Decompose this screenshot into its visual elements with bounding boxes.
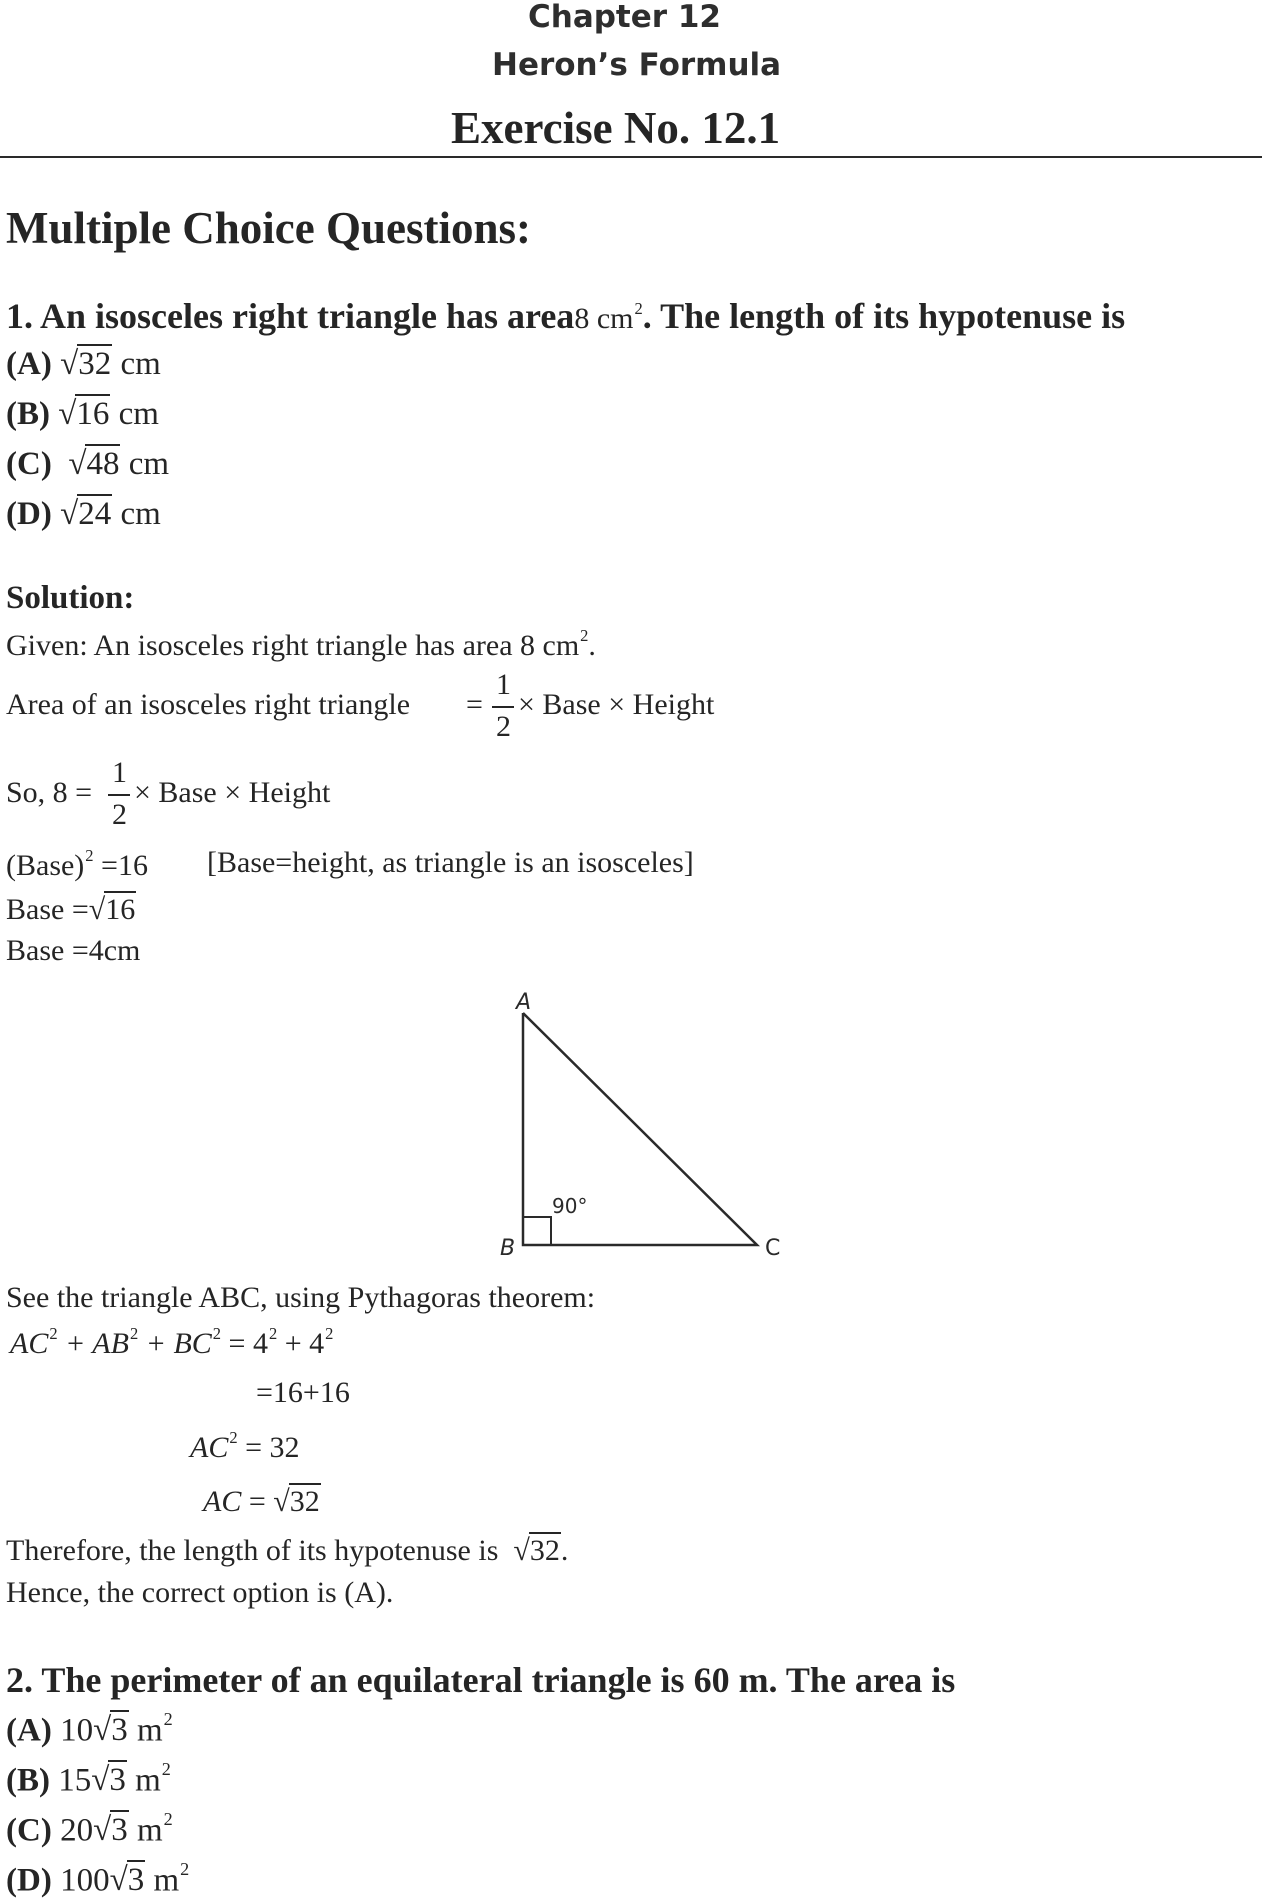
- area-formula-eq: =: [466, 688, 483, 721]
- base-value: Base =4cm: [6, 934, 141, 967]
- fraction-denominator: 2: [112, 798, 127, 831]
- sqrt-symbol: √32: [513, 1534, 560, 1567]
- section-title: Multiple Choice Questions:: [6, 203, 531, 253]
- fraction-denominator: 2: [496, 710, 511, 743]
- equation-3: $AC^2 = 32$: [190, 1428, 300, 1465]
- sqrt-symbol: √32: [273, 1485, 320, 1518]
- q2-option-d[interactable]: (D) 100√3 $m^2$: [6, 1859, 190, 1898]
- q1-option-d[interactable]: (D) √24 cm: [6, 496, 161, 532]
- conclusion: Hence, the correct option is (A).: [6, 1576, 394, 1609]
- q2-option-a[interactable]: (A) 10√3 $m^2$: [6, 1709, 173, 1749]
- sqrt-symbol: √48: [68, 446, 120, 482]
- area-formula-rhs: × Base × Height: [518, 688, 715, 721]
- fraction-bar: [492, 706, 514, 708]
- base-note: [Base=height, as triangle is an isosceles]: [207, 846, 694, 879]
- exercise-title: Exercise No. 12.1: [451, 103, 781, 153]
- question-1-text-end: . The length of its hypotenuse is: [642, 296, 1126, 336]
- base-sqrt: Base =√16: [6, 893, 136, 926]
- pythagoras-intro: See the triangle ABC, using Pythagoras theorem:: [6, 1281, 596, 1314]
- sqrt-symbol: √24: [60, 496, 112, 532]
- chapter-subject: Heron’s Formula: [492, 47, 782, 83]
- sqrt-symbol: √3: [109, 1862, 145, 1898]
- so-rhs: × Base × Height: [134, 776, 331, 809]
- question-1-text: 1. An isosceles right triangle has area: [6, 296, 575, 336]
- angle-label: 90°: [552, 1194, 588, 1218]
- equation-4: AC = √32: [203, 1485, 320, 1518]
- therefore-statement: Therefore, the length of its hypotenuse is √32.: [6, 1534, 569, 1567]
- vertex-c-label: C: [765, 1236, 781, 1261]
- fraction-bar: [108, 794, 130, 796]
- sqrt-symbol: √16: [58, 396, 110, 432]
- right-triangle-diagram: [490, 985, 800, 1265]
- vertex-a-label: A: [516, 990, 532, 1015]
- sqrt-symbol: √3: [93, 1812, 128, 1849]
- area-formula-lhs: Area of an isosceles right triangle: [6, 688, 411, 721]
- q1-option-c[interactable]: (C) √48 cm: [6, 446, 170, 482]
- solution-given: Given: An isosceles right triangle has area 8 $cm^2$.: [6, 626, 596, 663]
- q1-option-b[interactable]: (B) √16 cm: [6, 396, 159, 432]
- equation-2: =16+16: [256, 1376, 350, 1409]
- base-squared: (Base)$^2$ =16: [6, 846, 148, 883]
- sqrt-symbol: √32: [60, 346, 112, 382]
- q1-option-a[interactable]: (A) √32 cm: [6, 346, 161, 382]
- q2-option-c[interactable]: (C) 20√3 $m^2$: [6, 1809, 173, 1849]
- solution-heading: Solution:: [6, 580, 135, 616]
- sqrt-symbol: √16: [88, 893, 136, 926]
- q2-option-b[interactable]: (B) 15√3 $m^2$: [6, 1759, 171, 1799]
- equation-1: $AC^2 + AB^2 + BC^2 = 4^2 + 4^2$: [10, 1324, 334, 1361]
- vertex-b-label: B: [500, 1236, 516, 1261]
- question-1-area: 8 $cm^2$: [574, 298, 643, 335]
- so-lhs: So, 8 =: [6, 776, 93, 809]
- fraction-numerator: 1: [496, 668, 511, 701]
- chapter-label: Chapter 12: [528, 0, 721, 35]
- fraction-numerator: 1: [112, 756, 127, 789]
- question-2: 2. The perimeter of an equilateral triangle is 60 m. The area is: [6, 1660, 956, 1700]
- header-divider: [0, 156, 1262, 158]
- sqrt-symbol: √3: [91, 1762, 126, 1799]
- sqrt-symbol: √3: [93, 1712, 128, 1749]
- question-1: [6, 298, 1125, 334]
